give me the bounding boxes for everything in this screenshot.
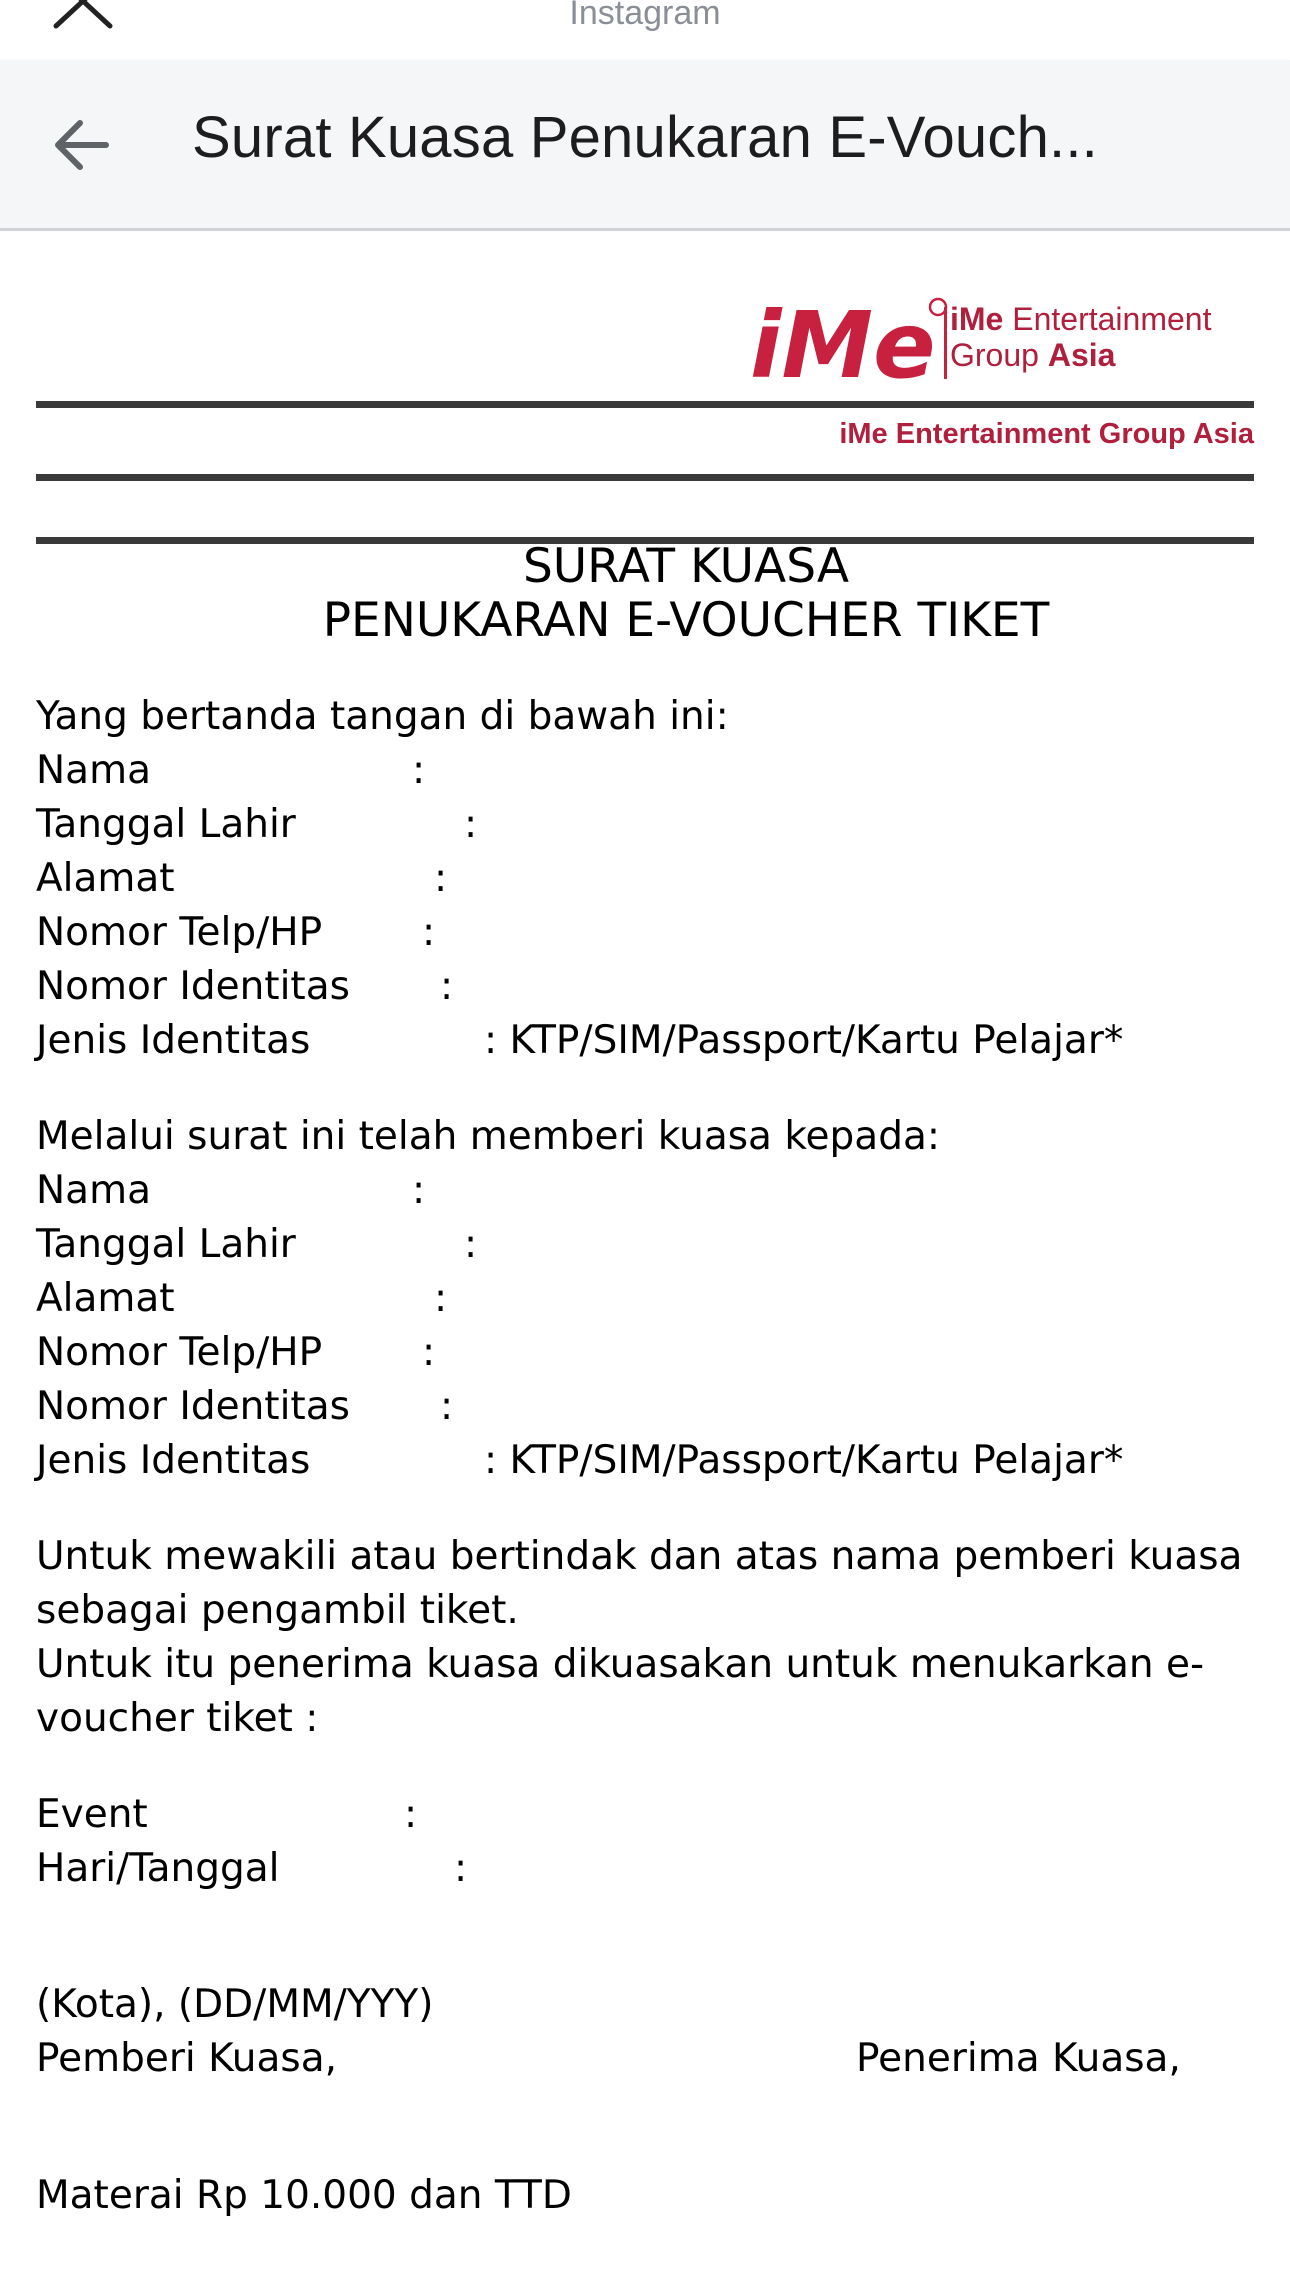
- divider-middle: [36, 474, 1254, 481]
- paragraph-line: Untuk itu penerima kuasa dikuasakan untuk menukarkan e-: [36, 1642, 1205, 1687]
- paragraph-line: Untuk mewakili atau bertindak dan atas nama pemberi kuasa: [36, 1534, 1243, 1579]
- field-value: :: [422, 910, 436, 955]
- field-value: :: [412, 1168, 426, 1213]
- paragraph-line: sebagai pengambil tiket.: [36, 1588, 519, 1633]
- field-label: Event: [36, 1792, 148, 1837]
- ime-logo: [750, 293, 1260, 393]
- section1-intro: Yang bertanda tangan di bawah ini:: [36, 694, 729, 739]
- document-title: Surat Kuasa Penukaran E-Vouch...: [192, 105, 1098, 170]
- grantor-label: Pemberi Kuasa,: [36, 2036, 337, 2081]
- field-label: Tanggal Lahir: [36, 1222, 296, 1267]
- field-label: Nomor Telp/HP: [36, 1330, 323, 1375]
- arrow-left-icon: [50, 115, 120, 175]
- field-value: :: [440, 1384, 454, 1429]
- field-value: :: [464, 802, 478, 847]
- document-header: [0, 60, 1290, 231]
- field-value: :: [454, 1846, 468, 1891]
- field-label: Jenis Identitas: [36, 1018, 311, 1063]
- field-value: :: [412, 748, 426, 793]
- field-value: :: [440, 964, 454, 1009]
- field-label: Tanggal Lahir: [36, 802, 296, 847]
- section2-intro: Melalui surat ini telah memberi kuasa kepada:: [36, 1114, 940, 1159]
- field-label: Nomor Identitas: [36, 964, 350, 1009]
- place-date: (Kota), (DD/MM/YYY): [36, 1982, 434, 2027]
- field-label: Nama: [36, 748, 151, 793]
- org-name: iMe Entertainment Group Asia: [839, 418, 1254, 450]
- svg-text:iMe: iMe: [750, 293, 936, 393]
- document-heading-line1: SURAT KUASA: [522, 539, 850, 594]
- field-value: :: [434, 1276, 448, 1321]
- logo-company-name: iMe Entertainment Group Asia: [950, 301, 1212, 373]
- field-value: :: [434, 856, 448, 901]
- ime-logo-mark: [750, 293, 950, 393]
- app-name: Instagram: [569, 0, 721, 32]
- field-value: :: [464, 1222, 478, 1267]
- field-value: :: [404, 1792, 418, 1837]
- field-value: : KTP/SIM/Passport/Kartu Pelajar*: [484, 1438, 1124, 1483]
- field-value: :: [422, 1330, 436, 1375]
- field-label: Nama: [36, 1168, 151, 1213]
- field-label: Nomor Identitas: [36, 1384, 350, 1429]
- browser-top-bar: [0, 0, 1290, 61]
- field-label: Hari/Tanggal: [36, 1846, 280, 1891]
- divider-top: [36, 401, 1254, 408]
- grantee-label: Penerima Kuasa,: [856, 2036, 1181, 2081]
- back-button[interactable]: [50, 115, 120, 175]
- field-label: Alamat: [36, 1276, 175, 1321]
- field-label: Jenis Identitas: [36, 1438, 311, 1483]
- field-label: Nomor Telp/HP: [36, 910, 323, 955]
- document-page: [0, 231, 1290, 2294]
- document-heading-line2: PENUKARAN E-VOUCHER TIKET: [322, 593, 1050, 648]
- paragraph-line: voucher tiket :: [36, 1696, 319, 1741]
- field-value: : KTP/SIM/Passport/Kartu Pelajar*: [484, 1018, 1124, 1063]
- field-label: Alamat: [36, 856, 175, 901]
- stamp-note: Materai Rp 10.000 dan TTD: [36, 2173, 572, 2218]
